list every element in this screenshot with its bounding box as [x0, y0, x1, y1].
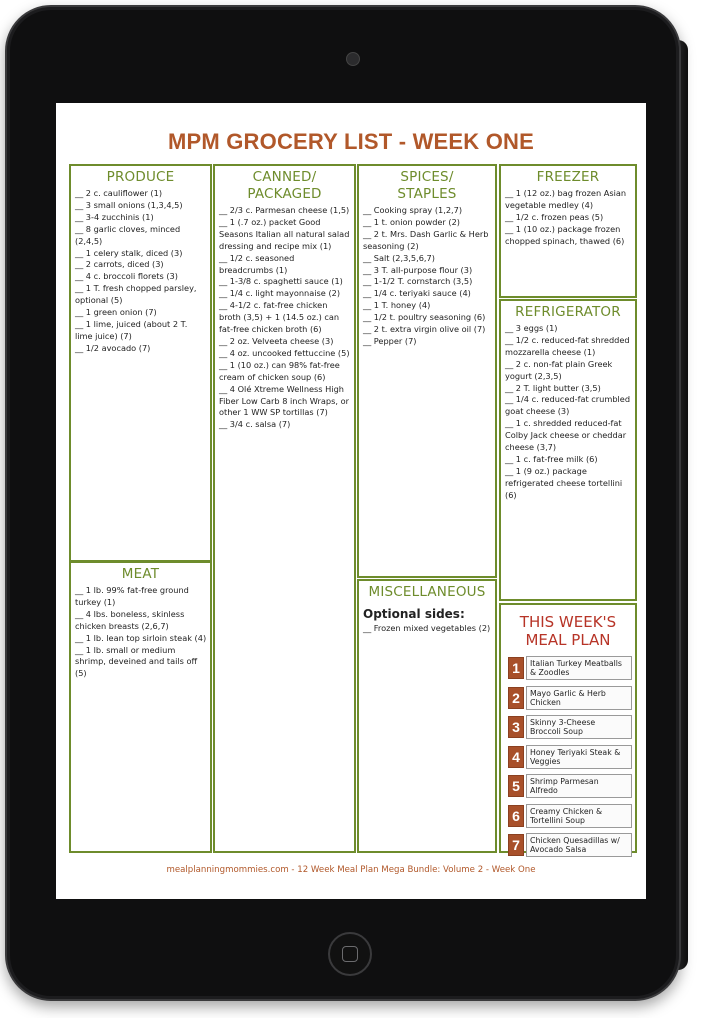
meal-name: Skinny 3-Cheese Broccoli Soup	[526, 715, 632, 739]
list-item[interactable]: __ 1 (10 oz.) package frozen chopped spinach, thawed (6)	[505, 223, 625, 246]
meal-number-badge: 3	[508, 716, 524, 738]
meal-plan-list	[508, 656, 632, 863]
meal-item[interactable]	[508, 686, 632, 710]
list-item[interactable]: __ Pepper (7)	[363, 335, 417, 346]
list-item[interactable]: __ 2 t. Mrs. Dash Garlic & Herb seasoning (2)	[363, 228, 489, 251]
list-item[interactable]: __ 3-4 zucchinis (1)	[75, 211, 154, 222]
list-item[interactable]: __ 1 green onion (7)	[75, 307, 157, 318]
spices-heading-line1: SPICES/	[400, 169, 454, 185]
list-item[interactable]: __ Salt (2,3,5,6,7)	[363, 252, 435, 263]
meal-name: Honey Teriyaki Steak & Veggies	[526, 745, 632, 769]
list-item[interactable]: __ 1 T. honey (4)	[363, 300, 431, 311]
list-item[interactable]: __ 4 oz. uncooked fettuccine (5)	[219, 347, 350, 358]
meal-number-badge: 4	[508, 746, 524, 768]
meal-item[interactable]	[508, 656, 632, 680]
camera-icon	[346, 52, 360, 66]
canned-packaged-section	[213, 164, 356, 853]
list-item[interactable]: __ 2 t. extra virgin olive oil (7)	[363, 324, 486, 335]
meal-item[interactable]	[508, 715, 632, 739]
produce-section	[69, 164, 212, 562]
meal-item[interactable]	[508, 745, 632, 769]
meal-item[interactable]	[508, 833, 632, 857]
list-item[interactable]: __ 4 lbs. boneless, skinless chicken breasts (2,6,7)	[75, 608, 185, 631]
freezer-section	[499, 164, 637, 298]
freezer-heading: FREEZER	[536, 169, 600, 185]
list-item[interactable]: __ 2/3 c. Parmesan cheese (1,5)	[219, 205, 350, 215]
misc-subheading: Optional sides:	[363, 607, 465, 621]
list-item[interactable]: __ 1/2 c. frozen peas (5)	[505, 211, 604, 222]
meal-name: Mayo Garlic & Herb Chicken	[526, 686, 632, 710]
meal-number-badge: 5	[508, 775, 524, 797]
list-item[interactable]: __ 1/4 c. light mayonnaise (2)	[219, 288, 341, 299]
list-item[interactable]: __ 1/2 c. seasoned breadcrumbs (1)	[219, 252, 295, 275]
misc-heading: MISCELLANEOUS	[368, 584, 486, 600]
list-item[interactable]: __ 1/2 t. poultry seasoning (6)	[363, 312, 486, 323]
meat-list	[71, 585, 210, 680]
meal-plan-section	[499, 603, 637, 853]
meal-name: Shrimp Parmesan Alfredo	[526, 774, 632, 798]
tablet-frame	[5, 5, 681, 1001]
meal-plan-heading-line2: MEAL PLAN	[525, 631, 611, 649]
meat-heading: MEAT	[121, 566, 160, 582]
meal-number-badge: 1	[508, 657, 524, 679]
list-item[interactable]: __ 1/2 avocado (7)	[75, 342, 151, 353]
meal-name: Creamy Chicken & Tortellini Soup	[526, 804, 632, 828]
list-item[interactable]: __ Frozen mixed vegetables (2)	[363, 623, 491, 633]
list-item[interactable]: __ 1-3/8 c. spaghetti sauce (1)	[219, 276, 343, 287]
list-item[interactable]: __ 4 c. broccoli florets (3)	[75, 271, 178, 282]
spices-staples-section	[357, 164, 497, 578]
list-item[interactable]: __ 1 (.7 oz.) packet Good Seasons Italian all natural salad dressing and recipe mix (1)	[219, 216, 350, 251]
refrigerator-list	[501, 323, 635, 502]
list-item[interactable]: __ 2 c. cauliflower (1)	[75, 188, 163, 198]
spices-heading-line2: STAPLES	[397, 186, 457, 202]
list-item[interactable]: __ 3 T. all-purpose flour (3)	[363, 264, 473, 275]
list-item[interactable]: __ 1 T. fresh chopped parsley, optional (5)	[75, 283, 197, 306]
freezer-list	[501, 188, 635, 248]
list-item[interactable]: __ 1 (10 oz.) can 98% fat-free cream of chicken soup (6)	[219, 359, 340, 382]
list-item[interactable]: __ 1 c. shredded reduced-fat Colby Jack cheese or cheddar cheese (3,7)	[505, 418, 627, 453]
grocery-list-page	[56, 103, 646, 899]
list-item[interactable]: __ 1 lb. lean top sirloin steak (4)	[75, 632, 207, 643]
canned-list	[215, 205, 354, 431]
misc-list	[359, 623, 495, 635]
meal-item[interactable]	[508, 774, 632, 798]
refrigerator-section	[499, 299, 637, 601]
produce-heading: PRODUCE	[106, 169, 175, 185]
list-item[interactable]: __ 1/4 c. teriyaki sauce (4)	[363, 288, 471, 299]
list-item[interactable]: __ 1 (12 oz.) bag frozen Asian vegetable medley (4)	[505, 188, 627, 210]
list-item[interactable]: __ 4-1/2 c. fat-free chicken broth (3,5) + 1 (14.5 oz.) can fat-free chicken broth (6)	[219, 300, 340, 335]
meal-number-badge: 7	[508, 834, 524, 856]
list-item[interactable]: __ 2 c. non-fat plain Greek yogurt (2,3,5)	[505, 358, 613, 381]
list-item[interactable]: __ 1 lime, juiced (about 2 T. lime juice) (7)	[75, 318, 188, 341]
meal-name: Chicken Quesadillas w/ Avocado Salsa	[526, 833, 632, 857]
refrigerator-heading: REFRIGERATOR	[515, 304, 621, 320]
list-item[interactable]: __ 2 carrots, diced (3)	[75, 259, 164, 270]
list-item[interactable]: __ 1 c. fat-free milk (6)	[505, 453, 598, 464]
produce-list	[71, 188, 210, 355]
list-item[interactable]: __ 3 small onions (1,3,4,5)	[75, 199, 183, 210]
canned-heading-line1: CANNED/	[252, 169, 317, 185]
meat-section	[69, 561, 212, 853]
list-item[interactable]: __ 1 celery stalk, diced (3)	[75, 247, 183, 258]
canned-heading-line2: PACKAGED	[247, 186, 322, 202]
list-item[interactable]: __ 1/4 c. reduced-fat crumbled goat cheese (3)	[505, 394, 631, 417]
list-item[interactable]: __ 2 oz. Velveeta cheese (3)	[219, 335, 334, 346]
meal-name: Italian Turkey Meatballs & Zoodles	[526, 656, 632, 680]
meal-number-badge: 6	[508, 805, 524, 827]
footer-credit: mealplanningmommies.com - 12 Week Meal Plan Mega Bundle: Volume 2 - Week One	[166, 865, 536, 875]
list-item[interactable]: __ 4 Olé Xtreme Wellness High Fiber Low Carb 8 inch Wraps, or other 1 WW SP tortillas (7)	[219, 383, 349, 418]
list-item[interactable]: __ 1 (9 oz.) package refrigerated cheese tortellini (6)	[505, 465, 623, 500]
list-item[interactable]: __ 1 t. onion powder (2)	[363, 216, 460, 227]
meal-number-badge: 2	[508, 687, 524, 709]
list-item[interactable]: __ 1 lb. 99% fat-free ground turkey (1)	[75, 585, 189, 607]
list-item[interactable]: __ 2 T. light butter (3,5)	[505, 382, 601, 393]
list-item[interactable]: __ 1/2 c. reduced-fat shredded mozzarella cheese (1)	[505, 334, 630, 357]
page-title: MPM GROCERY LIST - WEEK ONE	[168, 129, 534, 154]
spices-list	[359, 205, 495, 348]
list-item[interactable]: __ 3 eggs (1)	[505, 323, 558, 333]
list-item[interactable]: __ 1 lb. small or medium shrimp, deveined and tails off (5)	[75, 644, 198, 679]
miscellaneous-section	[357, 579, 497, 853]
list-item[interactable]: __ 1-1/2 T. cornstarch (3,5)	[363, 276, 473, 287]
list-item[interactable]: __ Cooking spray (1,2,7)	[363, 205, 463, 215]
home-button-icon[interactable]	[328, 932, 372, 976]
list-item[interactable]: __ 3/4 c. salsa (7)	[219, 419, 291, 430]
meal-plan-heading-line1: THIS WEEK'S	[519, 613, 617, 631]
list-item[interactable]: __ 8 garlic cloves, minced (2,4,5)	[75, 223, 181, 246]
meal-item[interactable]	[508, 804, 632, 828]
